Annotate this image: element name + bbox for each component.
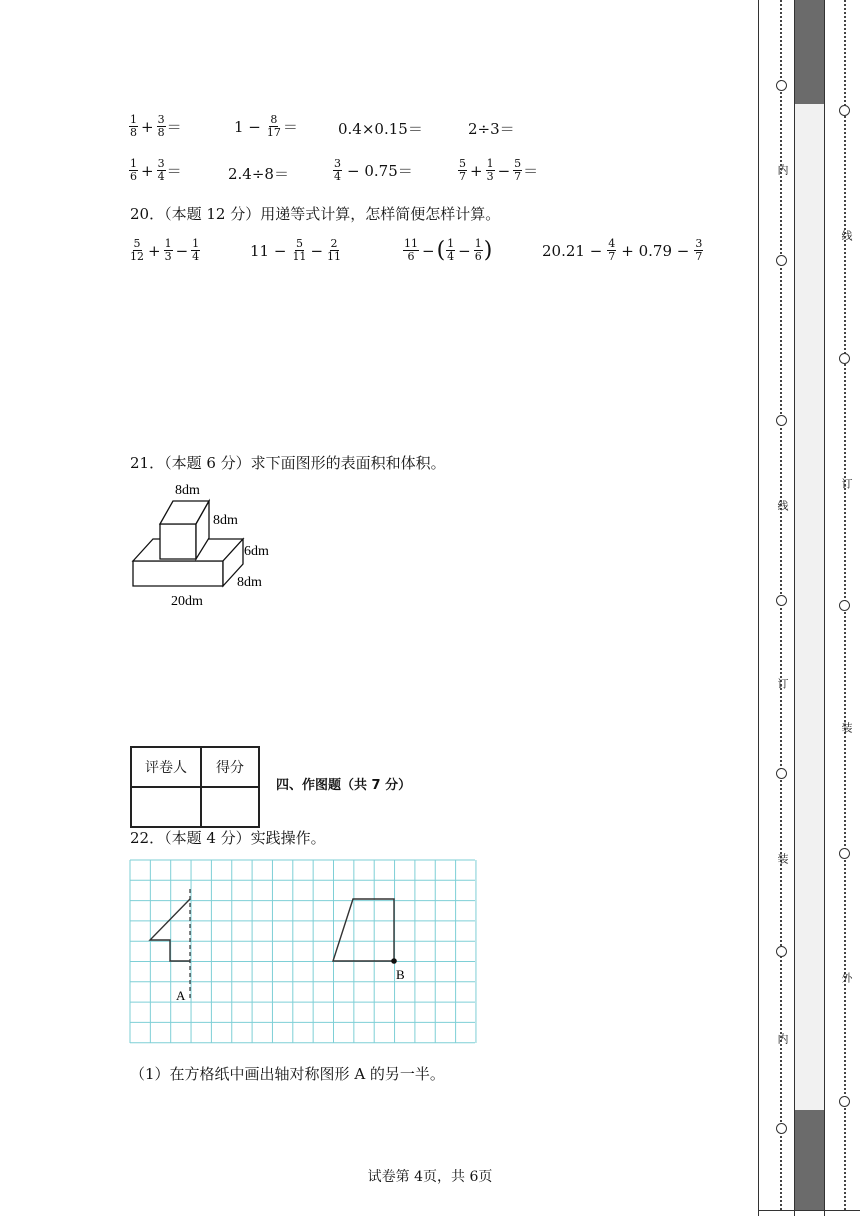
- fraction: $\frac{1}{8}$: [130, 113, 137, 139]
- fraction: $\frac{5}{7}$: [459, 157, 466, 183]
- grader-header: 评卷人: [131, 747, 201, 787]
- grid-paper: [129, 859, 477, 1045]
- oral-calc-expr: $\frac{5}{7}$ + $\frac{1}{3}$ − $\frac{5}{7}$ ＝: [459, 157, 539, 183]
- q22-subquestion-1: （1）在方格纸中画出轴对称图形 A 的另一半。: [130, 1065, 445, 1083]
- oral-calc-expr: $\frac{3}{4}$ − 0.75＝: [334, 157, 413, 183]
- score-cell[interactable]: [201, 787, 259, 827]
- trapezoid-b: [333, 899, 394, 961]
- binder-char-inner: 内: [776, 164, 789, 175]
- question-22-title: 22．（本题 4 分）实践操作。: [130, 829, 326, 847]
- score-table: [130, 746, 260, 828]
- binder-char-outer: 装: [840, 722, 853, 733]
- dimension-label: 8dm: [175, 483, 200, 498]
- fraction: $\frac{3}{4}$: [157, 157, 165, 183]
- binder-char-inner: 线: [776, 500, 789, 511]
- gray-band: [795, 1110, 824, 1210]
- binder-char-outer: 订: [840, 478, 853, 489]
- oral-calc-expr: 1 − $\frac{8}{17}$ ＝: [234, 113, 298, 139]
- binder-char-outer: 线: [840, 230, 853, 241]
- fraction: $\frac{1}{6}$: [130, 157, 137, 183]
- dimension-label: 8dm: [237, 575, 262, 590]
- q20-expr-2: 11 − $\frac{5}{11}$ − $\frac{2}{11}$: [250, 237, 342, 263]
- dimension-label: 6dm: [244, 544, 269, 559]
- question-20-title: 20．（本题 12 分）用递等式计算，怎样简便怎样计算。: [130, 205, 501, 223]
- point-b: [391, 958, 397, 964]
- section-heading: 四、作图题（共 7 分）: [276, 778, 412, 793]
- binder-char-inner: 装: [776, 853, 789, 864]
- grader-cell[interactable]: [131, 787, 201, 827]
- label-a: A: [176, 988, 186, 1003]
- score-header: 得分: [201, 747, 259, 787]
- fraction: $\frac{1}{3}$: [486, 157, 494, 183]
- fraction: $\frac{8}{17}$: [266, 113, 281, 139]
- fraction: $\frac{5}{7}$: [514, 157, 522, 183]
- dimension-label: 20dm: [171, 594, 203, 609]
- q20-expr-4: 20.21 − $\frac{4}{7}$ + 0.79 − $\frac{3}{7}$: [542, 237, 703, 263]
- page-footer: 试卷第 4页，共 6页: [367, 1169, 493, 1185]
- binder-char-inner: 订: [776, 678, 789, 689]
- fraction: $\frac{3}{4}$: [334, 157, 341, 183]
- oral-calc-expr: 2÷3＝: [468, 120, 515, 138]
- oral-calc-expr: 0.4×0.15＝: [338, 120, 423, 138]
- oral-calc-row-2: $\frac{1}{6}$ + $\frac{3}{4}$ ＝: [130, 157, 182, 183]
- oral-calc-expr: 2.4÷8＝: [228, 165, 289, 183]
- question-21-title: 21．（本题 6 分）求下面图形的表面积和体积。: [130, 454, 446, 472]
- label-b: B: [396, 967, 405, 982]
- dimension-label: 8dm: [213, 513, 238, 528]
- q20-expr-3: $\frac{11}{6}$ − ( $\frac{1}{4}$ − $\frac{1}{6}$ ): [404, 237, 493, 263]
- shape-a-half: [150, 899, 190, 961]
- composite-cuboid-figure: [125, 478, 295, 613]
- gray-band: [795, 0, 824, 104]
- q20-expr-1: $\frac{5}{12}$ + $\frac{1}{3}$ − $\frac{1}{4}$: [130, 237, 200, 263]
- binder-char-inner: 内: [776, 1033, 789, 1044]
- oral-calc-row-1: $\frac{1}{8}$ + $\frac{3}{8}$ ＝: [130, 113, 182, 139]
- fraction: $\frac{3}{8}$: [157, 113, 165, 139]
- binder-char-outer: 外: [840, 972, 853, 983]
